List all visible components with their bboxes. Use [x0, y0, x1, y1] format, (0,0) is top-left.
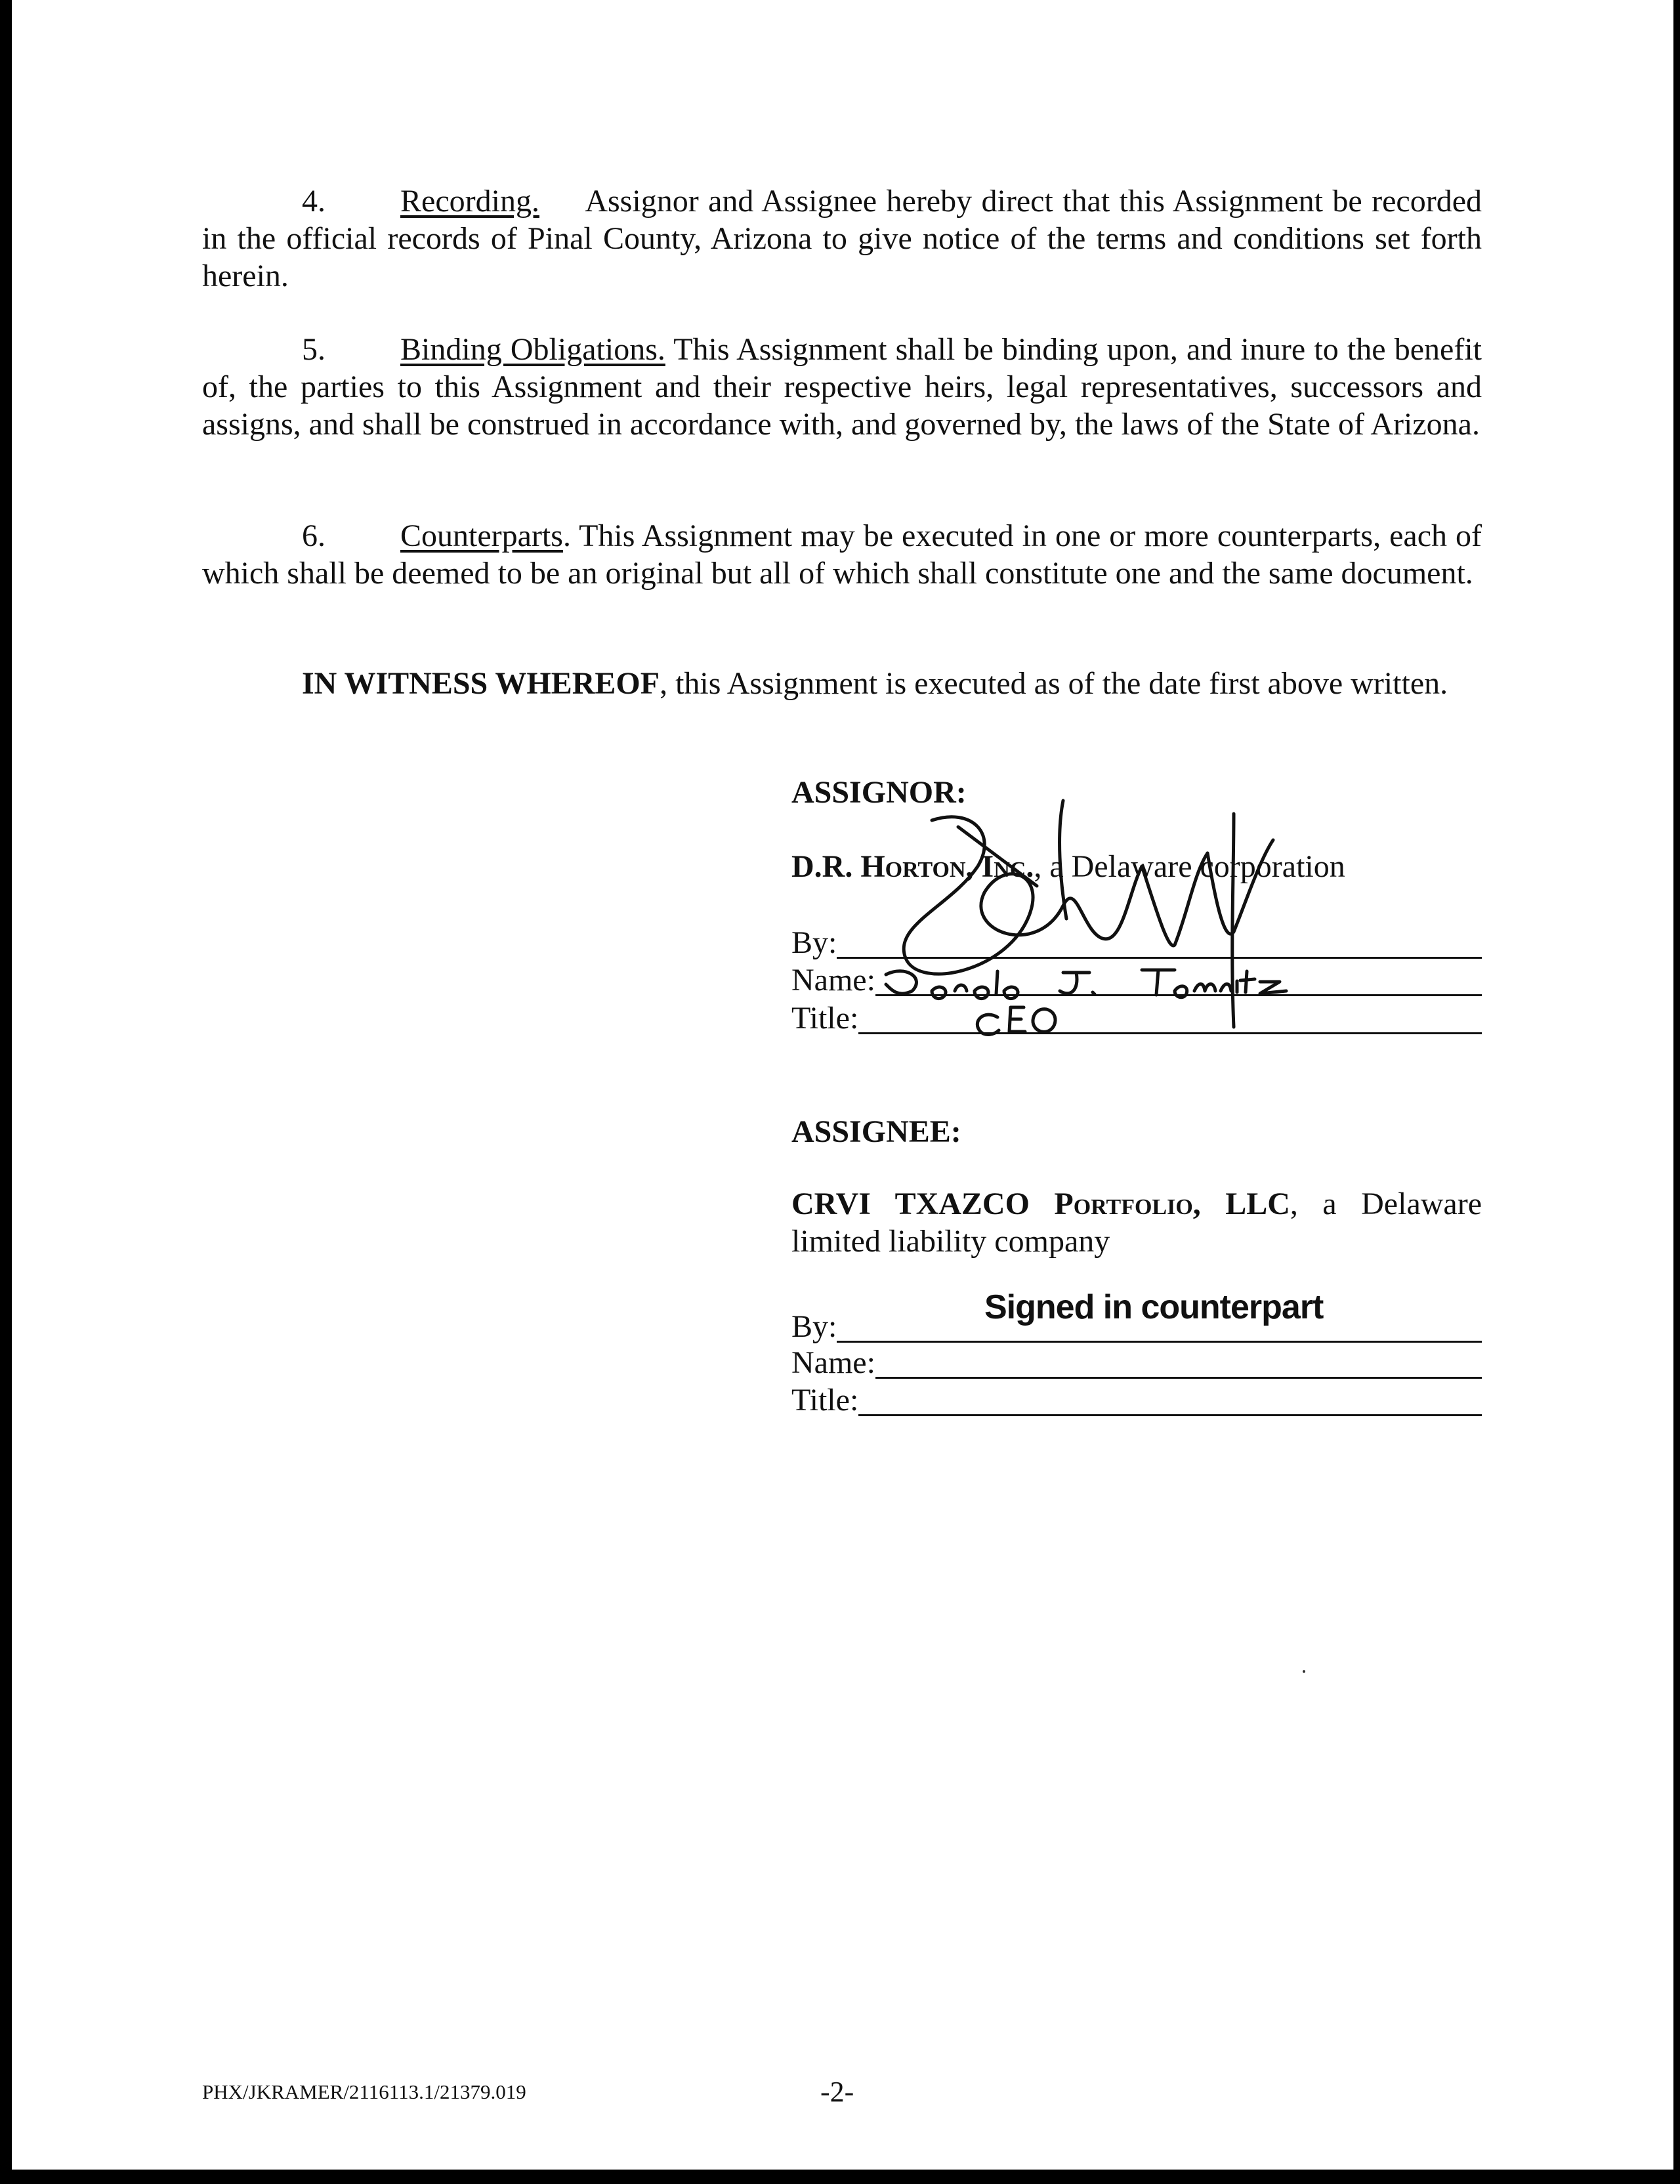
- section-heading: Recording.: [400, 184, 539, 219]
- witness-lead: IN WITNESS WHEREOF: [302, 666, 660, 701]
- by-label: By:: [791, 925, 837, 960]
- scan-border-left: [0, 0, 12, 2184]
- title-label: Title:: [791, 1383, 859, 1418]
- assignee-company-desc: , a Delaware limited liability company: [791, 1186, 1482, 1259]
- signature-line: [837, 1311, 1482, 1343]
- page-number: -2-: [820, 2076, 854, 2108]
- scan-border-right: [1673, 0, 1680, 2184]
- witness-text: , this Assignment is executed as of the date first above written.: [660, 666, 1448, 701]
- section-number: 5.: [302, 332, 326, 367]
- section-heading: Binding Obligations.: [400, 332, 665, 367]
- name-label: Name:: [791, 1345, 875, 1380]
- assignor-heading: ASSIGNOR:: [791, 775, 967, 810]
- assignee-company-name-1: CRVI TXAZCO: [791, 1186, 1030, 1221]
- scan-border-bottom: [0, 2170, 1680, 2184]
- assignee-by-row: [791, 1306, 1482, 1343]
- witness-clause: [202, 665, 1482, 702]
- assignee-company-name-2: Portfolio, LLC: [1054, 1186, 1290, 1221]
- handwritten-signature: [866, 794, 1365, 1043]
- section-5-binding-obligations: [202, 331, 1482, 443]
- title-line: [858, 1384, 1482, 1416]
- section-text: This Assignment shall be binding upon, and inure to the benefit of, the parties to this Assignment and their respective heirs, legal representatives, successors and assigns, and shall be construed in accordance with, and governed by, the laws of the State of Arizona.: [202, 332, 1482, 442]
- assignor-company-name: D.R. Horton, Inc.: [791, 849, 1034, 884]
- name-label: Name:: [791, 963, 875, 998]
- name-line: [875, 1347, 1482, 1379]
- by-label: By:: [791, 1309, 837, 1344]
- scan-speck: [1303, 1670, 1305, 1673]
- section-text: Assignor and Assignee hereby direct that this Assignment be recorded in the official records of Pinal County, Arizona to give notice of the terms and conditions set forth herein.: [202, 184, 1482, 293]
- section-text: . This Assignment may be executed in one or more counterparts, each of which shall be deemed to be an original but all of which shall constitute one and the same document.: [202, 518, 1482, 591]
- section-4-recording: [202, 182, 1482, 295]
- assignee-name-row: [791, 1342, 1482, 1379]
- title-label: Title:: [791, 1001, 859, 1036]
- section-6-counterparts: [202, 517, 1482, 592]
- assignor-company-desc: , a Delaware corporation: [1034, 849, 1345, 884]
- section-heading: Counterparts: [400, 518, 563, 553]
- section-number: 6.: [302, 518, 326, 553]
- signed-in-counterpart-stamp: Signed in counterpart: [984, 1288, 1324, 1326]
- assignee-heading: ASSIGNEE:: [791, 1114, 961, 1149]
- footer-doc-id: PHX/JKRAMER/2116113.1/21379.019: [202, 2080, 526, 2103]
- assignee-company: [791, 1185, 1482, 1260]
- assignee-title-row: [791, 1379, 1482, 1416]
- section-number: 4.: [302, 184, 326, 219]
